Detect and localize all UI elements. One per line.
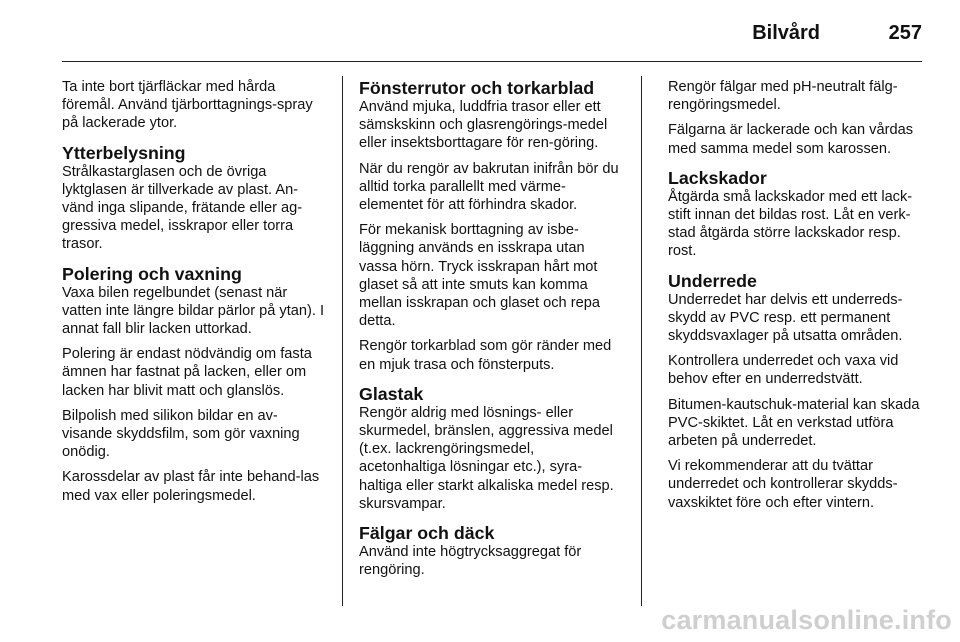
watermark: carmanualsonline.info <box>661 605 952 635</box>
page-number: 257 <box>888 22 922 44</box>
column-divider <box>641 76 642 606</box>
paragraph: Polering är endast nödvändig om fasta ämnen har fastnat på lacken, eller om lacken har blivit matt och glanslös. <box>62 346 312 399</box>
paragraph: Kontrollera underredet och vaxa vid behov efter en underredstvätt. <box>668 353 899 388</box>
paragraph: Vaxa bilen regelbundet (senast när vatten inte längre bildar pärlor på ytan). I annat fall blir lacken uttorkad. <box>62 284 325 338</box>
paragraph: Använd mjuka, luddfria trasor eller ett sämskskinn och glasrengörings-medel eller insektsborttagare för ren-göring. <box>359 99 608 152</box>
column-2 <box>359 78 625 586</box>
column-3 <box>668 78 924 519</box>
paragraph: För mekanisk borttagning av isbe-läggning används en isskrapa utan vassa hörn. Tryck isskrapan hårt mot glaset så att inte smuts kan komma mellan isskrapan och glaset och repa detta. <box>359 222 600 330</box>
paragraph: Vi rekommenderar att du tvättar underredet och kontrollerar skydds-vaxskiktet före och efter vintern. <box>668 458 898 511</box>
column-1 <box>62 78 326 512</box>
paragraph: Bitumen-kautschuk-material kan skada PVC-skiktet. Låt en verkstad utföra arbeten på underredet. <box>668 396 920 450</box>
section-heading: Fälgar och däck <box>359 523 495 544</box>
page-title: Bilvård <box>752 22 820 44</box>
paragraph: Använd inte högtrycksaggregat för rengöring. <box>359 544 582 579</box>
paragraph: Rengör torkarblad som gör ränder med en mjuk trasa och fönsterputs. <box>359 338 612 373</box>
paragraph: Rengör fälgar med pH-neutralt fälg-rengöringsmedel. <box>668 79 898 114</box>
paragraph: Åtgärda små lackskador med ett lack-stift innan det bildas rost. Låt en verk-stad åtgärda större lackskador resp. rost. <box>668 188 913 260</box>
paragraph: Rengör aldrig med lösnings- eller skurmedel, bränslen, aggressiva medel (t.ex. lackrengöringsmedel, acetonhaltiga lösningar etc.), syra-haltiga eller starkt alkaliska medel resp. skursvampar. <box>359 404 614 512</box>
section-heading: Polering och vaxning <box>62 263 242 284</box>
section-heading: Fönsterrutor och torkarblad <box>359 78 595 98</box>
paragraph: Strålkastarglasen och de övriga lyktglasen är tillverkade av plast. An-vänd inga slipande, frätande eller ag-gressiva medel, isskrapor eller torra trasor. <box>62 163 303 253</box>
paragraph: Fälgarna är lackerade och kan vårdas med samma medel som karossen. <box>668 122 913 157</box>
section-heading: Underrede <box>668 270 757 291</box>
section-heading: Ytterbelysning <box>62 142 186 163</box>
column-divider <box>342 76 343 606</box>
header-rule <box>62 61 922 62</box>
section-heading: Glastak <box>359 383 424 404</box>
section-heading: Lackskador <box>668 167 767 188</box>
paragraph: När du rengör av bakrutan inifrån bör du alltid torka parallellt med värme-elementet för att förhindra skador. <box>359 160 619 214</box>
paragraph: Ta inte bort tjärfläckar med hårda föremål. Använd tjärborttagnings-spray på lackerade ytor. <box>62 79 313 132</box>
paragraph: Karossdelar av plast får inte behand-las med vax eller poleringsmedel. <box>62 469 320 504</box>
paragraph: Underredet har delvis ett underreds-skydd av PVC resp. ett permanent skyddsvaxlager på utsatta områden. <box>668 291 903 345</box>
paragraph: Bilpolish med silikon bildar en av-visande skyddsfilm, som gör vaxning onödig. <box>62 407 300 461</box>
